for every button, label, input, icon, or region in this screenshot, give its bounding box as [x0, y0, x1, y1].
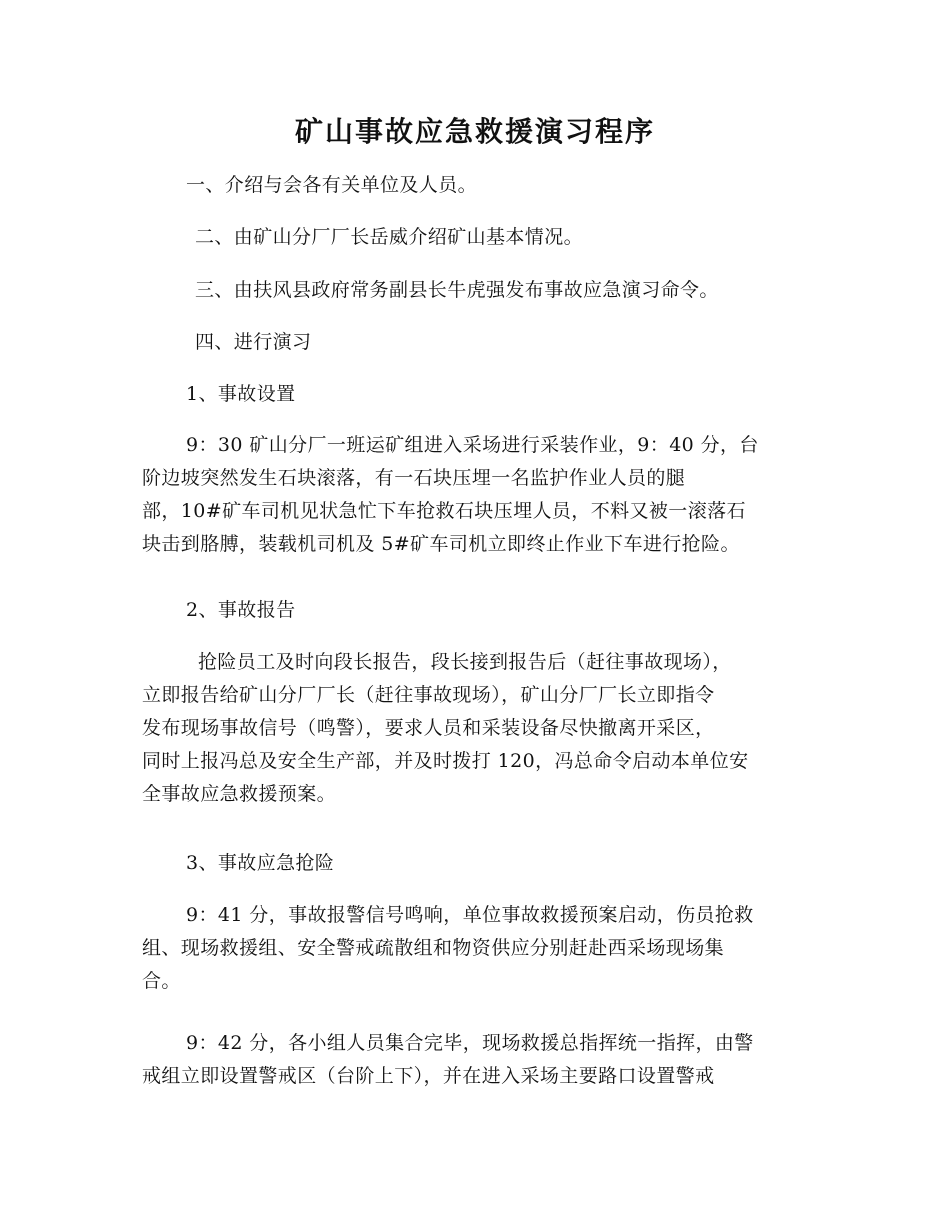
- paragraph-line: 9：41 分，事故报警信号鸣响，单位事故救援预案启动，伤员抢救: [186, 904, 754, 926]
- section-3-paragraph-1: [142, 899, 810, 998]
- section-1-paragraph: [142, 429, 810, 561]
- paragraph-line: 发布现场事故信号（鸣警），要求人员和采装设备尽快撤离开采区，: [142, 717, 715, 739]
- section-1-heading: 1、事故设置: [186, 383, 296, 405]
- paragraph-line: 同时上报冯总及安全生产部，并及时拨打 120，冯总命令启动本单位安: [142, 750, 749, 772]
- section-3-paragraph-2: [142, 1027, 810, 1093]
- document-title: 矿山事故应急救援演习程序: [294, 115, 655, 148]
- paragraph-line: 阶边坡突然发生石块滚落，有一石块压埋一名监护作业人员的腿: [142, 467, 686, 489]
- section-2-paragraph: [142, 646, 810, 811]
- paragraph-line: 9：30 矿山分厂一班运矿组进入采场进行采装作业，9：40 分，台: [186, 434, 759, 456]
- paragraph-line: 合。: [142, 970, 181, 992]
- paragraph-line: 立即报告给矿山分厂厂长（赶往事故现场），矿山分厂厂长立即指令: [142, 684, 715, 706]
- paragraph-line: 部，10#矿车司机见状急忙下车抢救石块压埋人员，不料又被一滚落石: [142, 500, 746, 522]
- intro-item-1: 一、介绍与会各有关单位及人员。: [186, 174, 478, 196]
- intro-item-3: 三、由扶风县政府常务副县长牛虎强发布事故应急演习命令。: [195, 279, 719, 301]
- paragraph-line: 9：42 分，各小组人员集合完毕，现场救援总指挥统一指挥，由警: [186, 1032, 754, 1054]
- paragraph-line: 块击到胳膊，装载机司机及 5#矿车司机立即终止作业下车进行抢险。: [142, 533, 740, 555]
- paragraph-line: 全事故应急救援预案。: [142, 783, 337, 805]
- intro-item-2: 二、由矿山分厂厂长岳威介绍矿山基本情况。: [195, 226, 584, 248]
- intro-item-4: 四、进行演习: [195, 331, 312, 353]
- paragraph-line: 戒组立即设置警戒区（台阶上下），并在进入采场主要路口设置警戒: [142, 1065, 715, 1087]
- section-2-heading: 2、事故报告: [186, 599, 296, 621]
- section-3-heading: 3、事故应急抢险: [186, 852, 335, 874]
- paragraph-line: 组、现场救援组、安全警戒疏散组和物资供应分别赶赴西采场现场集: [142, 937, 725, 959]
- paragraph-line: 抢险员工及时向段长报告，段长接到报告后（赶往事故现场），: [198, 651, 732, 673]
